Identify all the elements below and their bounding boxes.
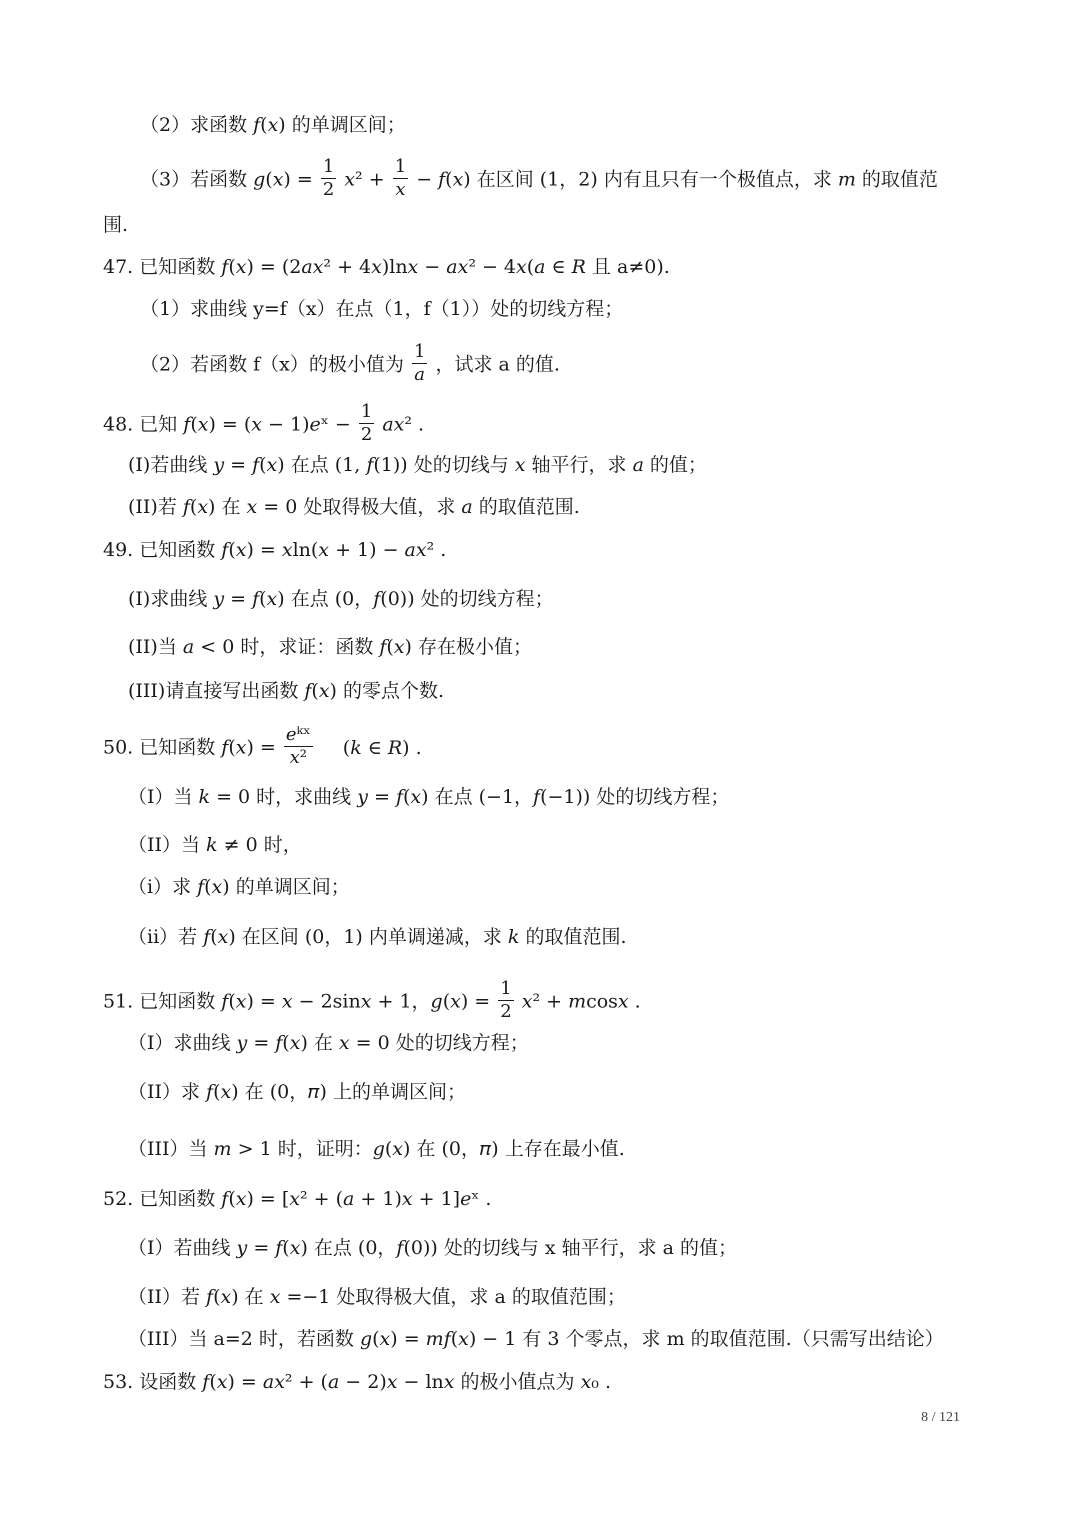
denominator: 𝑎: [414, 364, 426, 385]
text: （3）若函数 𝑔(𝑥) =: [140, 168, 313, 191]
q51-part1: [128, 1030, 529, 1056]
text: 50. 已知函数 𝑓(𝑥) =: [103, 736, 276, 759]
text: 49. 已知函数 𝑓(𝑥) = 𝑥ln(𝑥 + 1) − 𝑎𝑥² .: [103, 539, 447, 561]
numerator: 1: [500, 978, 512, 999]
denominator: 2: [360, 424, 373, 445]
text: ，试求 a 的值.: [435, 353, 560, 376]
q50-part2: [128, 832, 302, 858]
q47-part1: [140, 296, 623, 322]
q49-part1: [128, 586, 554, 612]
q46-part3: [140, 158, 938, 203]
q50-stem: [103, 726, 422, 771]
q49-part3: [128, 678, 444, 704]
q48-part1: [128, 452, 707, 478]
numerator: 1: [413, 341, 426, 362]
q49-stem: [103, 537, 446, 563]
page-number: 8 / 121: [921, 1410, 960, 1425]
q50-part2-ii: [128, 924, 627, 950]
fraction: [284, 724, 313, 769]
text: （I）若曲线 𝑦 = 𝑓(𝑥) 在点 (0，𝑓(0)) 处的切线与 x 轴平行，求 a 的值；: [128, 1237, 738, 1259]
text: （I）求曲线 𝑦 = 𝑓(𝑥) 在 𝑥 = 0 处的切线方程；: [128, 1032, 529, 1054]
q46-wrap: [103, 212, 128, 238]
text: （II）求 𝑓(𝑥) 在 (0，𝜋) 上的单调区间；: [128, 1081, 466, 1103]
text: （2）若函数 f（x）的极小值为: [140, 353, 404, 376]
text: （I）当 𝑘 = 0 时，求曲线 𝑦 = 𝑓(𝑥) 在点 (−1，𝑓(−1)) 处的切线方程；: [128, 786, 730, 808]
text: 51. 已知函数 𝑓(𝑥) = 𝑥 − 2sin𝑥 + 1，𝑔(𝑥) =: [103, 990, 491, 1013]
text: (𝑘 ∈ 𝑅) .: [342, 736, 422, 759]
text: （i）求 𝑓(𝑥) 的单调区间；: [128, 876, 350, 898]
text: (III)请直接写出函数 𝑓(𝑥) 的零点个数.: [128, 680, 445, 702]
text: (I)若曲线 𝑦 = 𝑓(𝑥) 在点 (1, 𝑓(1)) 处的切线与 𝑥 轴平行，求 𝑎 的值；: [128, 454, 707, 476]
q52-part3: [128, 1326, 944, 1352]
q50-part1: [128, 784, 729, 810]
q48-part2: [128, 494, 580, 520]
denominator: 𝑥²: [289, 747, 307, 768]
numerator: 𝑒ᵏˣ: [285, 724, 311, 745]
q53-stem: [103, 1369, 611, 1395]
q51-part3: [128, 1136, 625, 1162]
q51-stem: [103, 980, 641, 1025]
fraction: [412, 341, 427, 386]
text: 48. 已知 𝑓(𝑥) = (𝑥 − 1)𝑒ˣ −: [103, 413, 351, 436]
text: 52. 已知函数 𝑓(𝑥) = [𝑥² + (𝑎 + 1)𝑥 + 1]𝑒ˣ .: [103, 1188, 492, 1210]
text: （II）若 𝑓(𝑥) 在 𝑥 =−1 处取得极大值，求 a 的取值范围；: [128, 1286, 626, 1308]
denominator: 𝑥: [395, 179, 406, 200]
text: (I)求曲线 𝑦 = 𝑓(𝑥) 在点 (0，𝑓(0)) 处的切线方程；: [128, 588, 554, 610]
fraction: [498, 978, 513, 1023]
text: − 𝑓(𝑥) 在区间 (1，2) 内有且只有一个极值点，求 𝑚 的取值范: [416, 168, 938, 191]
q52-part2: [128, 1284, 626, 1310]
fraction: [321, 156, 336, 201]
text: 围.: [103, 214, 129, 236]
numerator: 1: [322, 156, 335, 177]
text: （III）当 𝑚 > 1 时，证明：𝑔(𝑥) 在 (0，𝜋) 上存在最小值.: [128, 1138, 625, 1160]
q47-stem: [103, 254, 670, 280]
text: (II)当 𝑎 < 0 时，求证：函数 𝑓(𝑥) 存在极小值；: [128, 636, 532, 658]
text: （II）当 𝑘 ≠ 0 时，: [128, 834, 302, 856]
text: 𝑎𝑥² .: [382, 413, 425, 436]
text: （ii）若 𝑓(𝑥) 在区间 (0，1) 内单调递减，求 𝑘 的取值范围.: [128, 926, 627, 948]
q47-part2: [140, 343, 560, 388]
text: (II)若 𝑓(𝑥) 在 𝑥 = 0 处取得极大值，求 𝑎 的取值范围.: [128, 496, 580, 518]
text: （2）求函数 𝑓(𝑥) 的单调区间；: [140, 114, 406, 136]
text: 47. 已知函数 𝑓(𝑥) = (2𝑎𝑥² + 4𝑥)ln𝑥 − 𝑎𝑥² − 4𝑥(𝑎 ∈ 𝑅 且 a≠0).: [103, 256, 670, 278]
text: 53. 设函数 𝑓(𝑥) = 𝑎𝑥² + (𝑎 − 2)𝑥 − ln𝑥 的极小值点为 𝑥₀ .: [103, 1371, 612, 1393]
q51-part2: [128, 1079, 466, 1105]
q49-part2: [128, 634, 532, 660]
fraction: [393, 156, 408, 201]
denominator: 2: [500, 1001, 512, 1022]
text: 𝑥² + 𝑚cos𝑥 .: [521, 990, 641, 1013]
q50-part2-i: [128, 874, 350, 900]
q48-stem: [103, 403, 424, 448]
text: 𝑥² +: [344, 168, 385, 191]
denominator: 2: [322, 179, 335, 200]
text: （1）求曲线 y=f（x）在点（1，f（1））处的切线方程；: [140, 298, 624, 320]
numerator: 1: [394, 156, 407, 177]
numerator: 1: [360, 401, 373, 422]
text: （III）当 a=2 时，若函数 𝑔(𝑥) = 𝑚𝑓(𝑥) − 1 有 3 个零点，求 m 的取值范围.（只需写出结论）: [128, 1328, 944, 1350]
q46-part2: [140, 112, 406, 138]
q52-stem: [103, 1186, 491, 1212]
fraction: [359, 401, 374, 446]
q52-part1: [128, 1235, 737, 1261]
